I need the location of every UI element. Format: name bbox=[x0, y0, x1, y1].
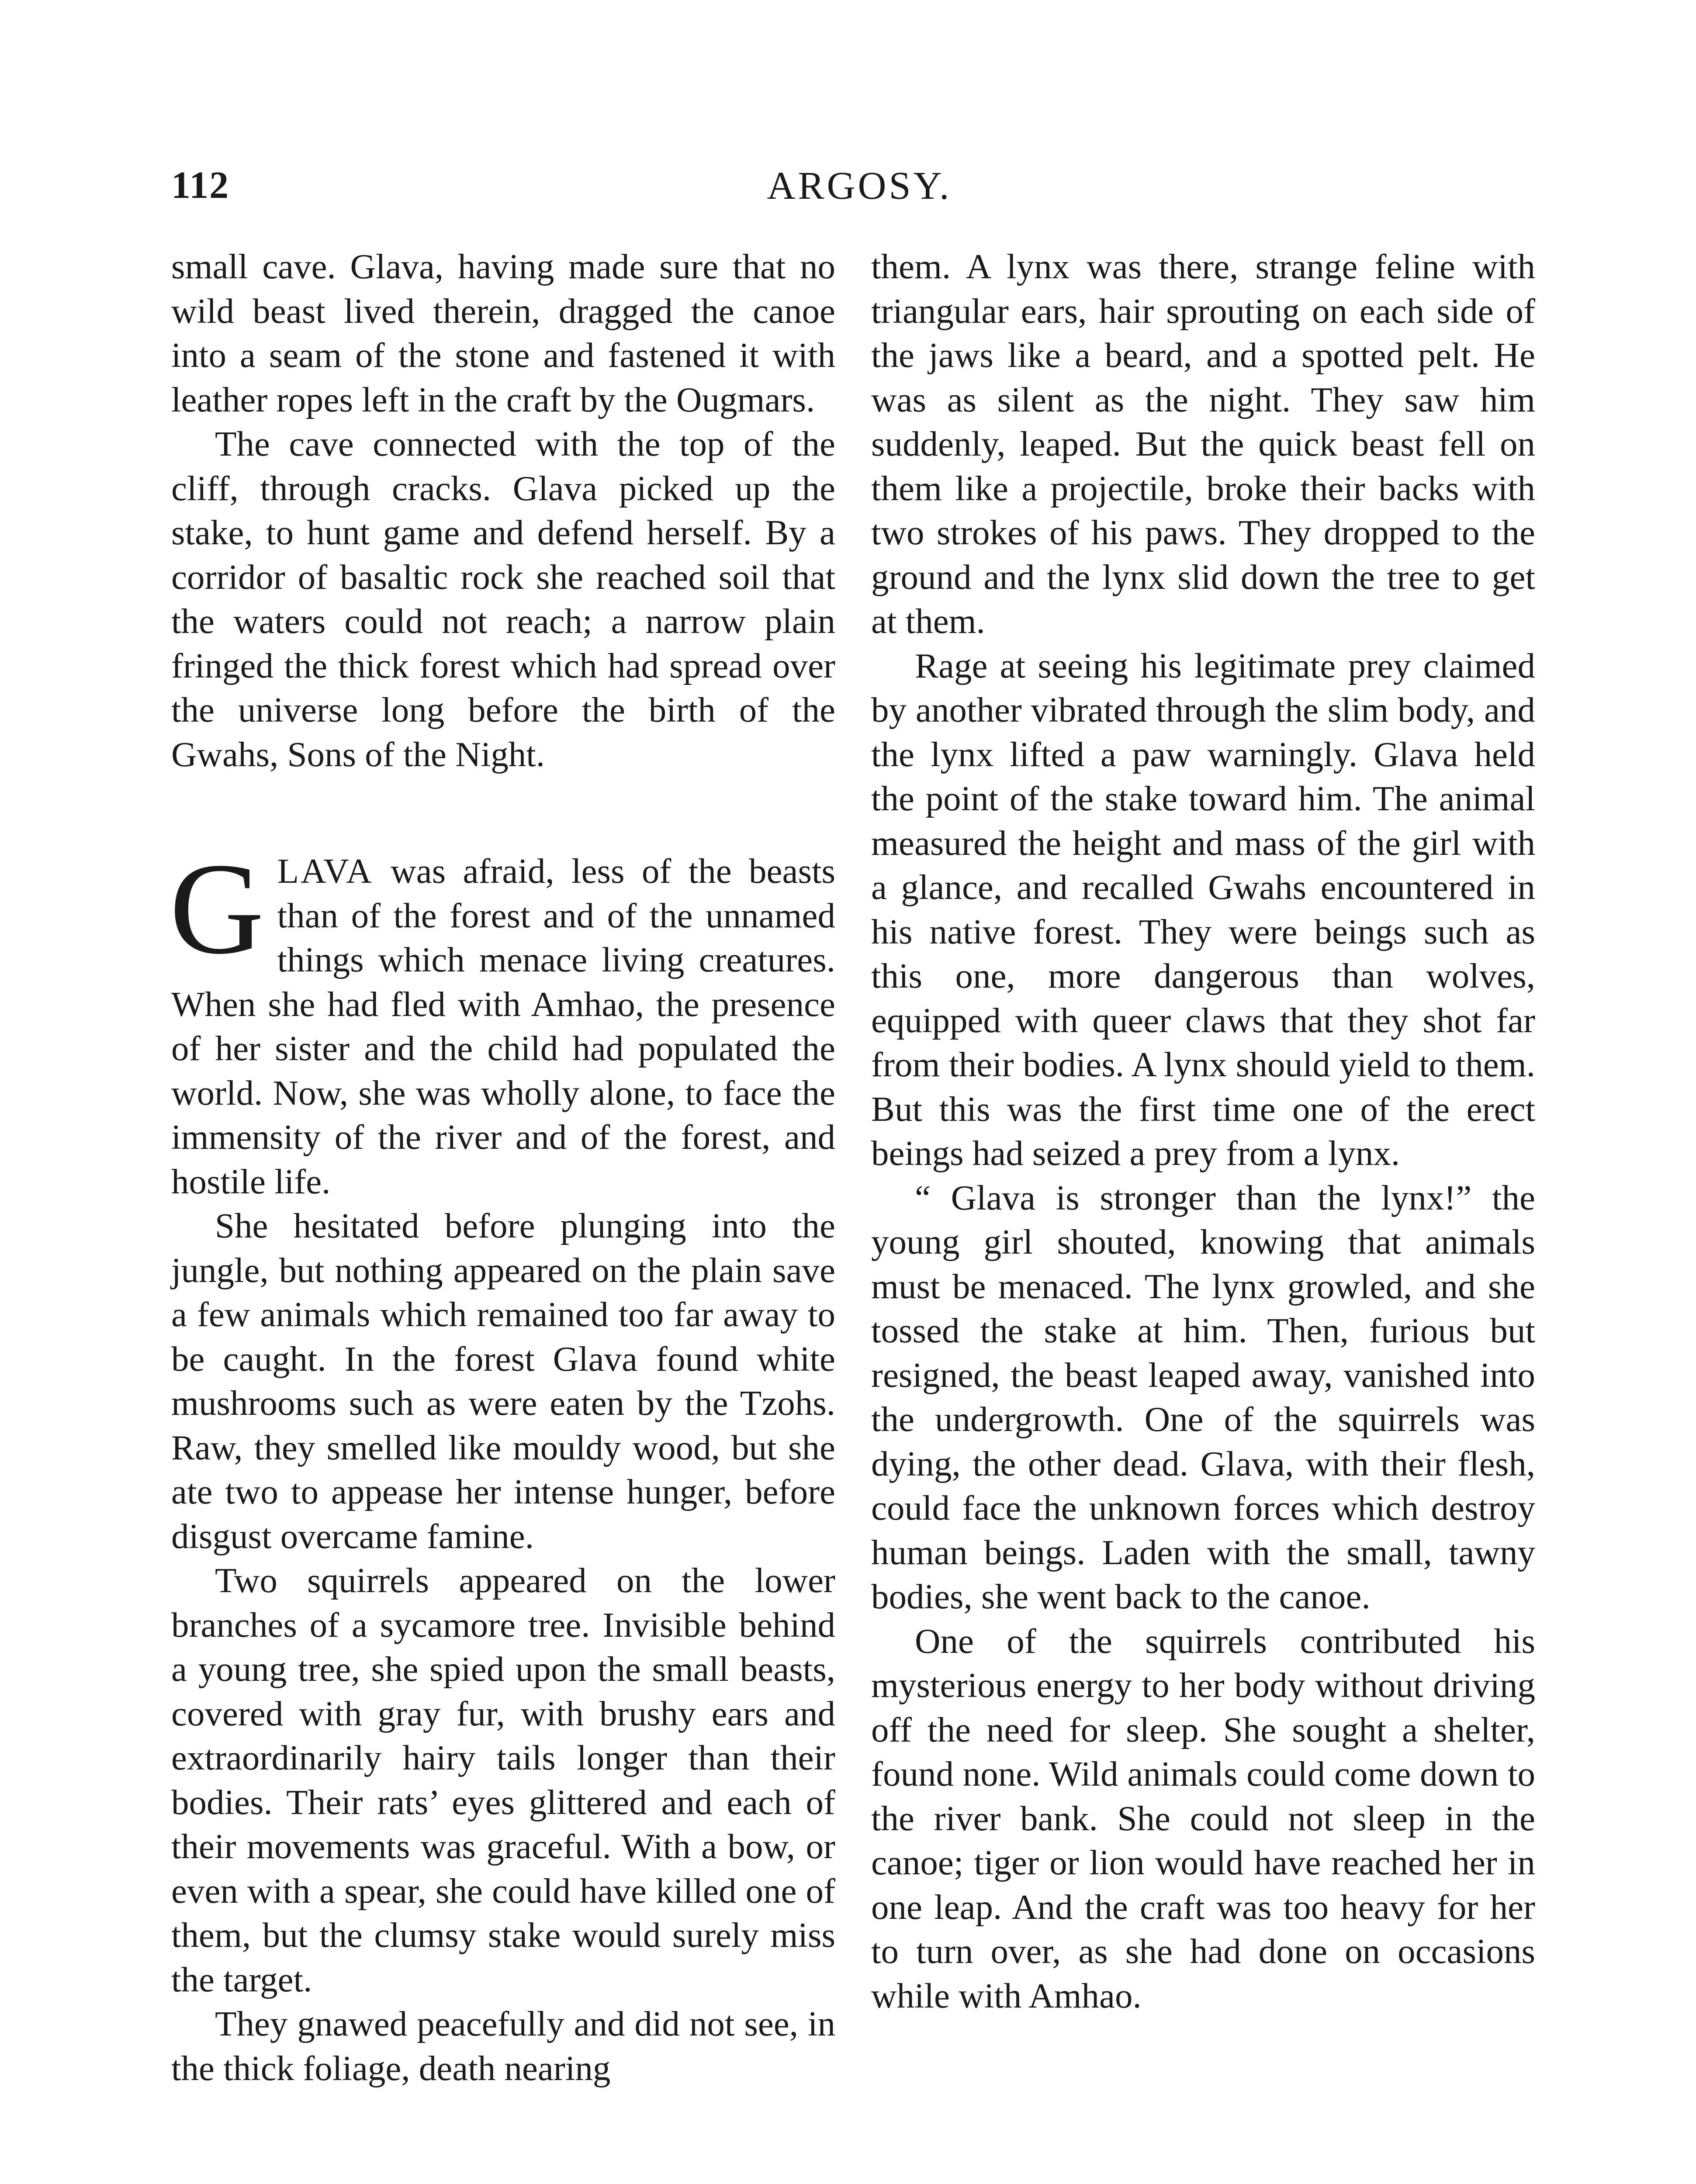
paragraph: They gnawed peacefully and did not see, in the thick foliage, death nearing bbox=[171, 2004, 835, 2088]
paragraph: small cave. Glava, having made sure that no wild beast lived therein, dragged the canoe into a seam of the stone and fastened it with leather ropes left in the craft by the Ougmars. bbox=[171, 247, 835, 419]
running-head: ARGOSY. bbox=[767, 164, 952, 207]
paragraph: Two squirrels appeared on the lower branches of a sycamore tree. Invisible behind a young tree, she spied upon the small beasts, covered with gray fur, with brushy ears and extraordinarily hairy tails longer than their bodies. Their rats’ eyes glittered and each of their movements was graceful. With a bow, or even with a spear, she could have killed one of them, but the clumsy stake would surely miss the target. bbox=[171, 1561, 835, 1999]
page-number: 112 bbox=[171, 164, 230, 207]
paragraph: The cave connected with the top of the cliff, through cracks. Glava picked up the stake, to hunt game and defend herself. By a corridor of basaltic rock she reached soil that the waters could not reach; a narrow plain fringed the thick forest which had spread over the universe long before the birth of the Gwahs, Sons of the Night. bbox=[171, 424, 835, 774]
drop-cap: G bbox=[170, 836, 264, 981]
paragraph: She hesitated before plunging into the jungle, but nothing appeared on the plain save a few animals which remained too far away to be caught. In the forest Glava found white mushrooms such as were eaten by the Tzohs. Raw, they smelled like mouldy wood, but she ate two to appease her intense hunger, before disgust overcame famine. bbox=[171, 1206, 835, 1556]
section-opening-paragraph bbox=[170, 836, 835, 1204]
paragraph: “ Glava is stronger than the lynx!” the young girl shouted, knowing that animals must be menaced. The lynx growled, and she tossed the stake at him. Then, furious but resigned, the beast leaped away, vanished into the undergrowth. One of the squirrels was dying, the other dead. Glava, with their flesh, could face the unknown forces which destroy human beings. Laden with the small, tawny bodies, she went back to the canoe. bbox=[871, 1178, 1535, 1616]
left-column bbox=[171, 245, 835, 2091]
paragraph: One of the squirrels contributed his mysterious energy to her body without driving off the need for sleep. She sought a shelter, found none. Wild animals could come down to the river bank. She could not sleep in the canoe; tiger or lion would have reached her in one leap. And the craft was too heavy for her to turn over, as she had done on occasions while with Amhao. bbox=[871, 1621, 1535, 2015]
paragraph: Rage at seeing his legitimate prey claimed by another vibrated through the slim body, and the lynx lifted a paw warningly. Glava held the point of the stake toward him. The animal measured the height and mass of the girl with a glance, and recalled Gwahs encountered in his native forest. They were beings such as this one, more dangerous than wolves, equipped with queer claws that they shot far from their bodies. A lynx should yield to them. But this was the first time one of the erect beings had seized a prey from a lynx. bbox=[871, 646, 1535, 1173]
paragraph: them. A lynx was there, strange feline with triangular ears, hair sprouting on each side of the jaws like a beard, and a spotted pelt. He was as silent as the night. They saw him suddenly, leaped. But the quick beast fell on them like a projectile, broke their backs with two strokes of his paws. They dropped to the ground and the lynx slid down the tree to get at them. bbox=[871, 247, 1535, 641]
paragraph-text: was afraid, less of the beasts than of the forest and of the unnamed things which menace living creatures. When she had fled with Amhao, the presence of her sister and the child had populated the world. Now, she was wholly alone, to face the immensity of the river and of the forest, and hostile life. bbox=[171, 851, 835, 1201]
right-column bbox=[871, 245, 1535, 2018]
page-header bbox=[171, 163, 1547, 225]
small-caps-lead: LAVA bbox=[277, 851, 374, 891]
